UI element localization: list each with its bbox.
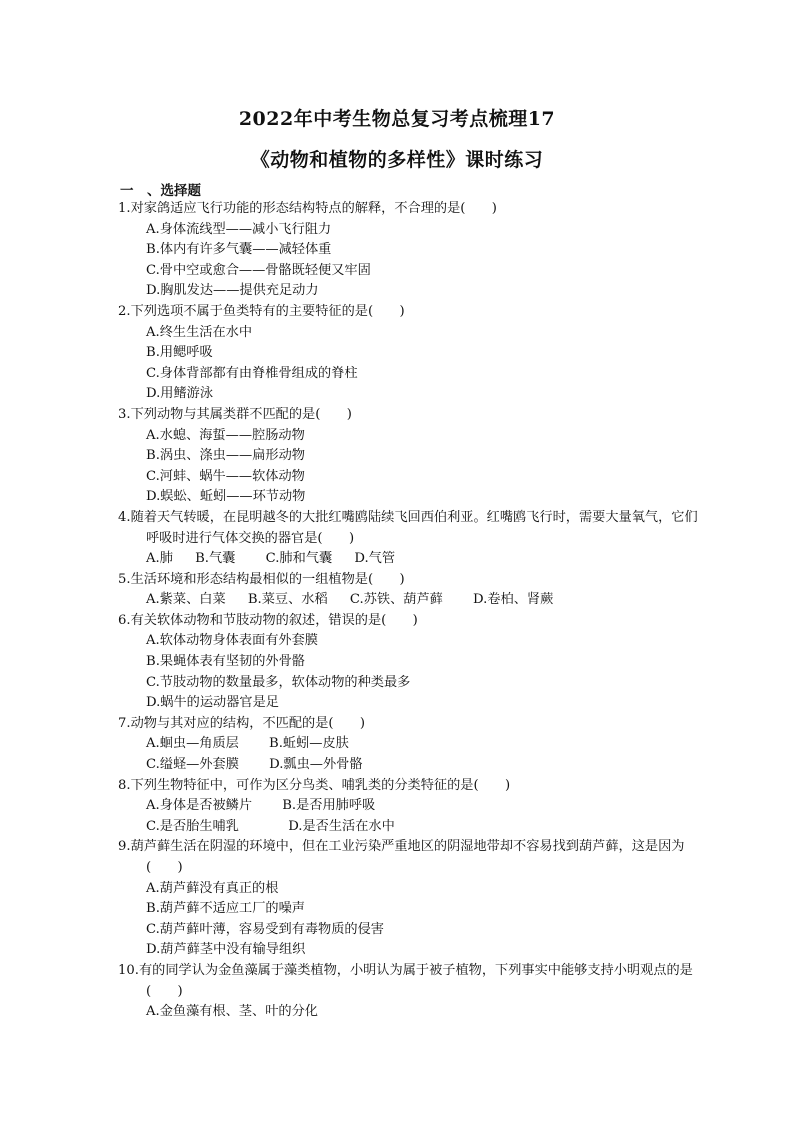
question-stem: 10.有的同学认为金鱼藻属于藻类植物，小明认为属于被子植物，下列事实中能够支持小明观点的是( ) <box>118 962 693 999</box>
option-a: A.身体流线型——减小飞行阻力 <box>146 221 332 237</box>
option-b: B.用鳃呼吸 <box>146 345 213 361</box>
question-stem: 3.下列动物与其属类群不匹配的是( ) <box>118 406 352 422</box>
question-9 <box>118 837 708 961</box>
option-a: A.水螅、海蜇——腔肠动物 <box>146 427 305 443</box>
option-d: D.气管 <box>354 551 396 567</box>
option-c: C.肺和气囊 <box>265 551 333 567</box>
option-a: A.葫芦藓没有真正的根 <box>146 880 279 896</box>
option-b: B.蚯蚓—皮肤 <box>269 736 349 752</box>
option-b: B.葫芦藓不适应工厂的噪声 <box>146 901 305 917</box>
option-a: A.紫菜、白菜 <box>146 592 226 608</box>
question-10 <box>118 961 708 1023</box>
option-row <box>118 590 708 611</box>
option-b: B.果蝇体表有坚韧的外骨骼 <box>146 654 305 670</box>
question-stem: 4.随着天气转暖，在昆明越冬的大批红嘴鸥陆续飞回西伯利亚。红嘴鸥飞行时，需要大量氧气，它们呼吸时进行气体交换的器官是( ) <box>118 509 698 546</box>
option-d: D.卷柏、肾蕨 <box>473 592 554 608</box>
option-c: C.节肢动物的数量最多，软体动物的种类最多 <box>146 674 411 690</box>
option-a: A.肺 <box>146 551 173 567</box>
question-stem: 5.生活环境和形态结构最相似的一组植物是( ) <box>118 571 405 587</box>
option-b: B.菜豆、水稻 <box>247 592 328 608</box>
option-c: C.葫芦藓叶薄，容易受到有毒物质的侵害 <box>146 921 384 937</box>
question-7 <box>118 714 708 776</box>
question-stem: 2.下列选项不属于鱼类特有的主要特征的是( ) <box>118 303 405 319</box>
option-b: B.体内有许多气囊——减轻体重 <box>146 242 332 258</box>
option-c: C.骨中空或愈合——骨骼既轻便又牢固 <box>146 262 371 278</box>
question-4 <box>118 508 708 570</box>
option-a: A.金鱼藻有根、茎、叶的分化 <box>146 1004 318 1020</box>
option-a: A.软体动物身体表面有外套膜 <box>146 633 318 649</box>
option-d: D.是否生活在水中 <box>288 818 395 834</box>
option-row <box>118 549 708 570</box>
question-8 <box>118 776 708 838</box>
option-b: B.是否用肺呼吸 <box>282 798 376 814</box>
question-2 <box>118 302 708 405</box>
option-row <box>118 796 708 817</box>
question-3 <box>118 405 708 508</box>
option-a: A.蛔虫—角质层 <box>146 736 239 752</box>
option-c: C.苏铁、葫芦藓 <box>349 592 443 608</box>
option-row <box>118 734 708 755</box>
question-stem: 9.葫芦藓生活在阴湿的环境中，但在工业污染严重地区的阴湿地带却不容易找到葫芦藓，这是因为( ) <box>118 839 685 875</box>
question-stem: 6.有关软体动物和节肢动物的叙述，错误的是( ) <box>118 612 418 628</box>
option-row <box>118 817 708 838</box>
question-6 <box>118 611 708 714</box>
option-a: A.身体是否被鳞片 <box>146 798 253 814</box>
option-b: B.涡虫、涤虫——扁形动物 <box>146 448 305 464</box>
option-d: D.胸肌发达——提供充足动力 <box>146 283 319 299</box>
option-c: C.身体背部都有由脊椎骨组成的脊柱 <box>146 365 358 381</box>
option-a: A.终生生活在水中 <box>146 324 253 340</box>
question-list <box>118 199 708 1023</box>
question-5 <box>118 570 708 611</box>
option-b: B.气囊 <box>195 551 236 567</box>
option-c: C.河蚌、蜗牛——软体动物 <box>146 468 305 484</box>
option-d: D.葫芦藓茎中没有输导组织 <box>146 942 306 958</box>
question-1 <box>118 199 708 302</box>
option-row <box>118 755 708 776</box>
option-d: D.蜈蚣、蚯蚓——环节动物 <box>146 489 306 505</box>
option-c: C.是否胎生哺乳 <box>146 818 239 834</box>
option-d: D.瓢虫—外骨骼 <box>269 757 363 773</box>
option-d: D.用鳍游泳 <box>146 386 214 402</box>
question-stem: 7.动物与其对应的结构，不匹配的是( ) <box>118 715 366 731</box>
question-stem: 8.下列生物特征中，可作为区分鸟类、哺乳类的分类特征的是( ) <box>118 777 511 793</box>
document-subtitle: 《动物和植物的多样性》课时练习 <box>250 149 544 171</box>
question-stem: 1.对家鸽适应飞行功能的形态结构特点的解释，不合理的是( ) <box>118 201 497 216</box>
option-c: C.缢蛏—外套膜 <box>146 757 239 773</box>
option-d: D.蜗牛的运动器官是足 <box>146 695 279 711</box>
document-title: 2022年中考生物总复习考点梳理17 <box>238 108 556 130</box>
section-heading: 一 、选择题 <box>120 183 201 199</box>
